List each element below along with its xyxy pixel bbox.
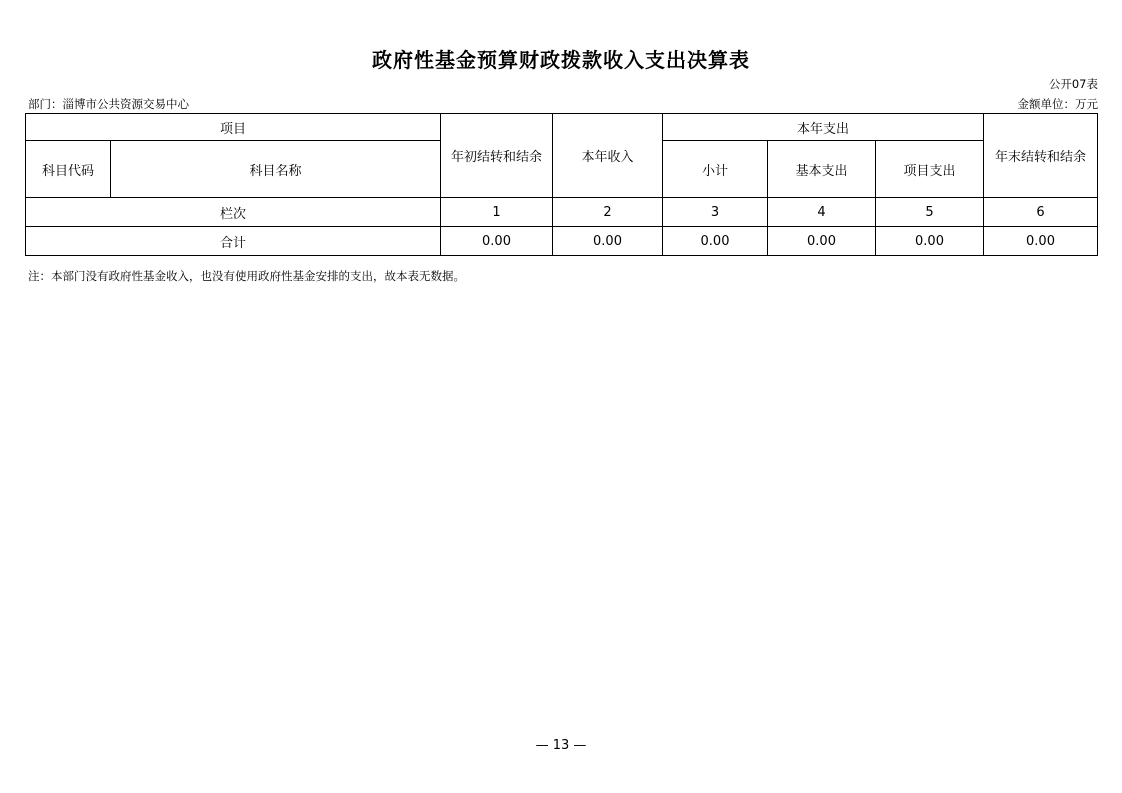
table-row bbox=[26, 227, 1098, 256]
total-basic-expenditure: 0.00 bbox=[768, 227, 876, 256]
total-current-year-income: 0.00 bbox=[553, 227, 663, 256]
total-project-expenditure: 0.00 bbox=[876, 227, 984, 256]
column-index-6: 6 bbox=[984, 198, 1098, 227]
column-index-label: 栏次 bbox=[26, 198, 441, 227]
column-index-5: 5 bbox=[876, 198, 984, 227]
total-subtotal: 0.00 bbox=[663, 227, 768, 256]
table-header-row-group bbox=[26, 114, 1098, 141]
column-index-3: 3 bbox=[663, 198, 768, 227]
page-title: 政府性基金预算财政拨款收入支出决算表 bbox=[372, 48, 750, 72]
total-label: 合计 bbox=[26, 227, 441, 256]
table-note: 注：本部门没有政府性基金收入，也没有使用政府性基金安排的支出，故本表无数据。 bbox=[28, 269, 465, 283]
department-label: 部门：淄博市公共资源交易中心 bbox=[28, 97, 189, 111]
column-index-1: 1 bbox=[441, 198, 553, 227]
header-project-expenditure: 项目支出 bbox=[876, 141, 984, 198]
header-subject-code: 科目代码 bbox=[26, 141, 111, 198]
column-index-2: 2 bbox=[553, 198, 663, 227]
column-index-4: 4 bbox=[768, 198, 876, 227]
budget-table bbox=[25, 113, 1098, 256]
total-end-balance: 0.00 bbox=[984, 227, 1098, 256]
header-group-item: 项目 bbox=[26, 114, 441, 141]
total-begin-balance: 0.00 bbox=[441, 227, 553, 256]
header-subtotal: 小计 bbox=[663, 141, 768, 198]
header-group-current-year-expenditure: 本年支出 bbox=[663, 114, 984, 141]
header-begin-balance: 年初结转和结余 bbox=[441, 114, 553, 198]
header-basic-expenditure: 基本支出 bbox=[768, 141, 876, 198]
header-subject-name: 科目名称 bbox=[111, 141, 441, 198]
page-number: — 13 — bbox=[535, 738, 587, 753]
header-current-year-income: 本年收入 bbox=[553, 114, 663, 198]
amount-unit-label: 金额单位：万元 bbox=[1017, 97, 1098, 111]
table-row bbox=[26, 198, 1098, 227]
form-code-label: 公开07表 bbox=[1048, 77, 1098, 91]
header-end-balance: 年末结转和结余 bbox=[984, 114, 1098, 198]
